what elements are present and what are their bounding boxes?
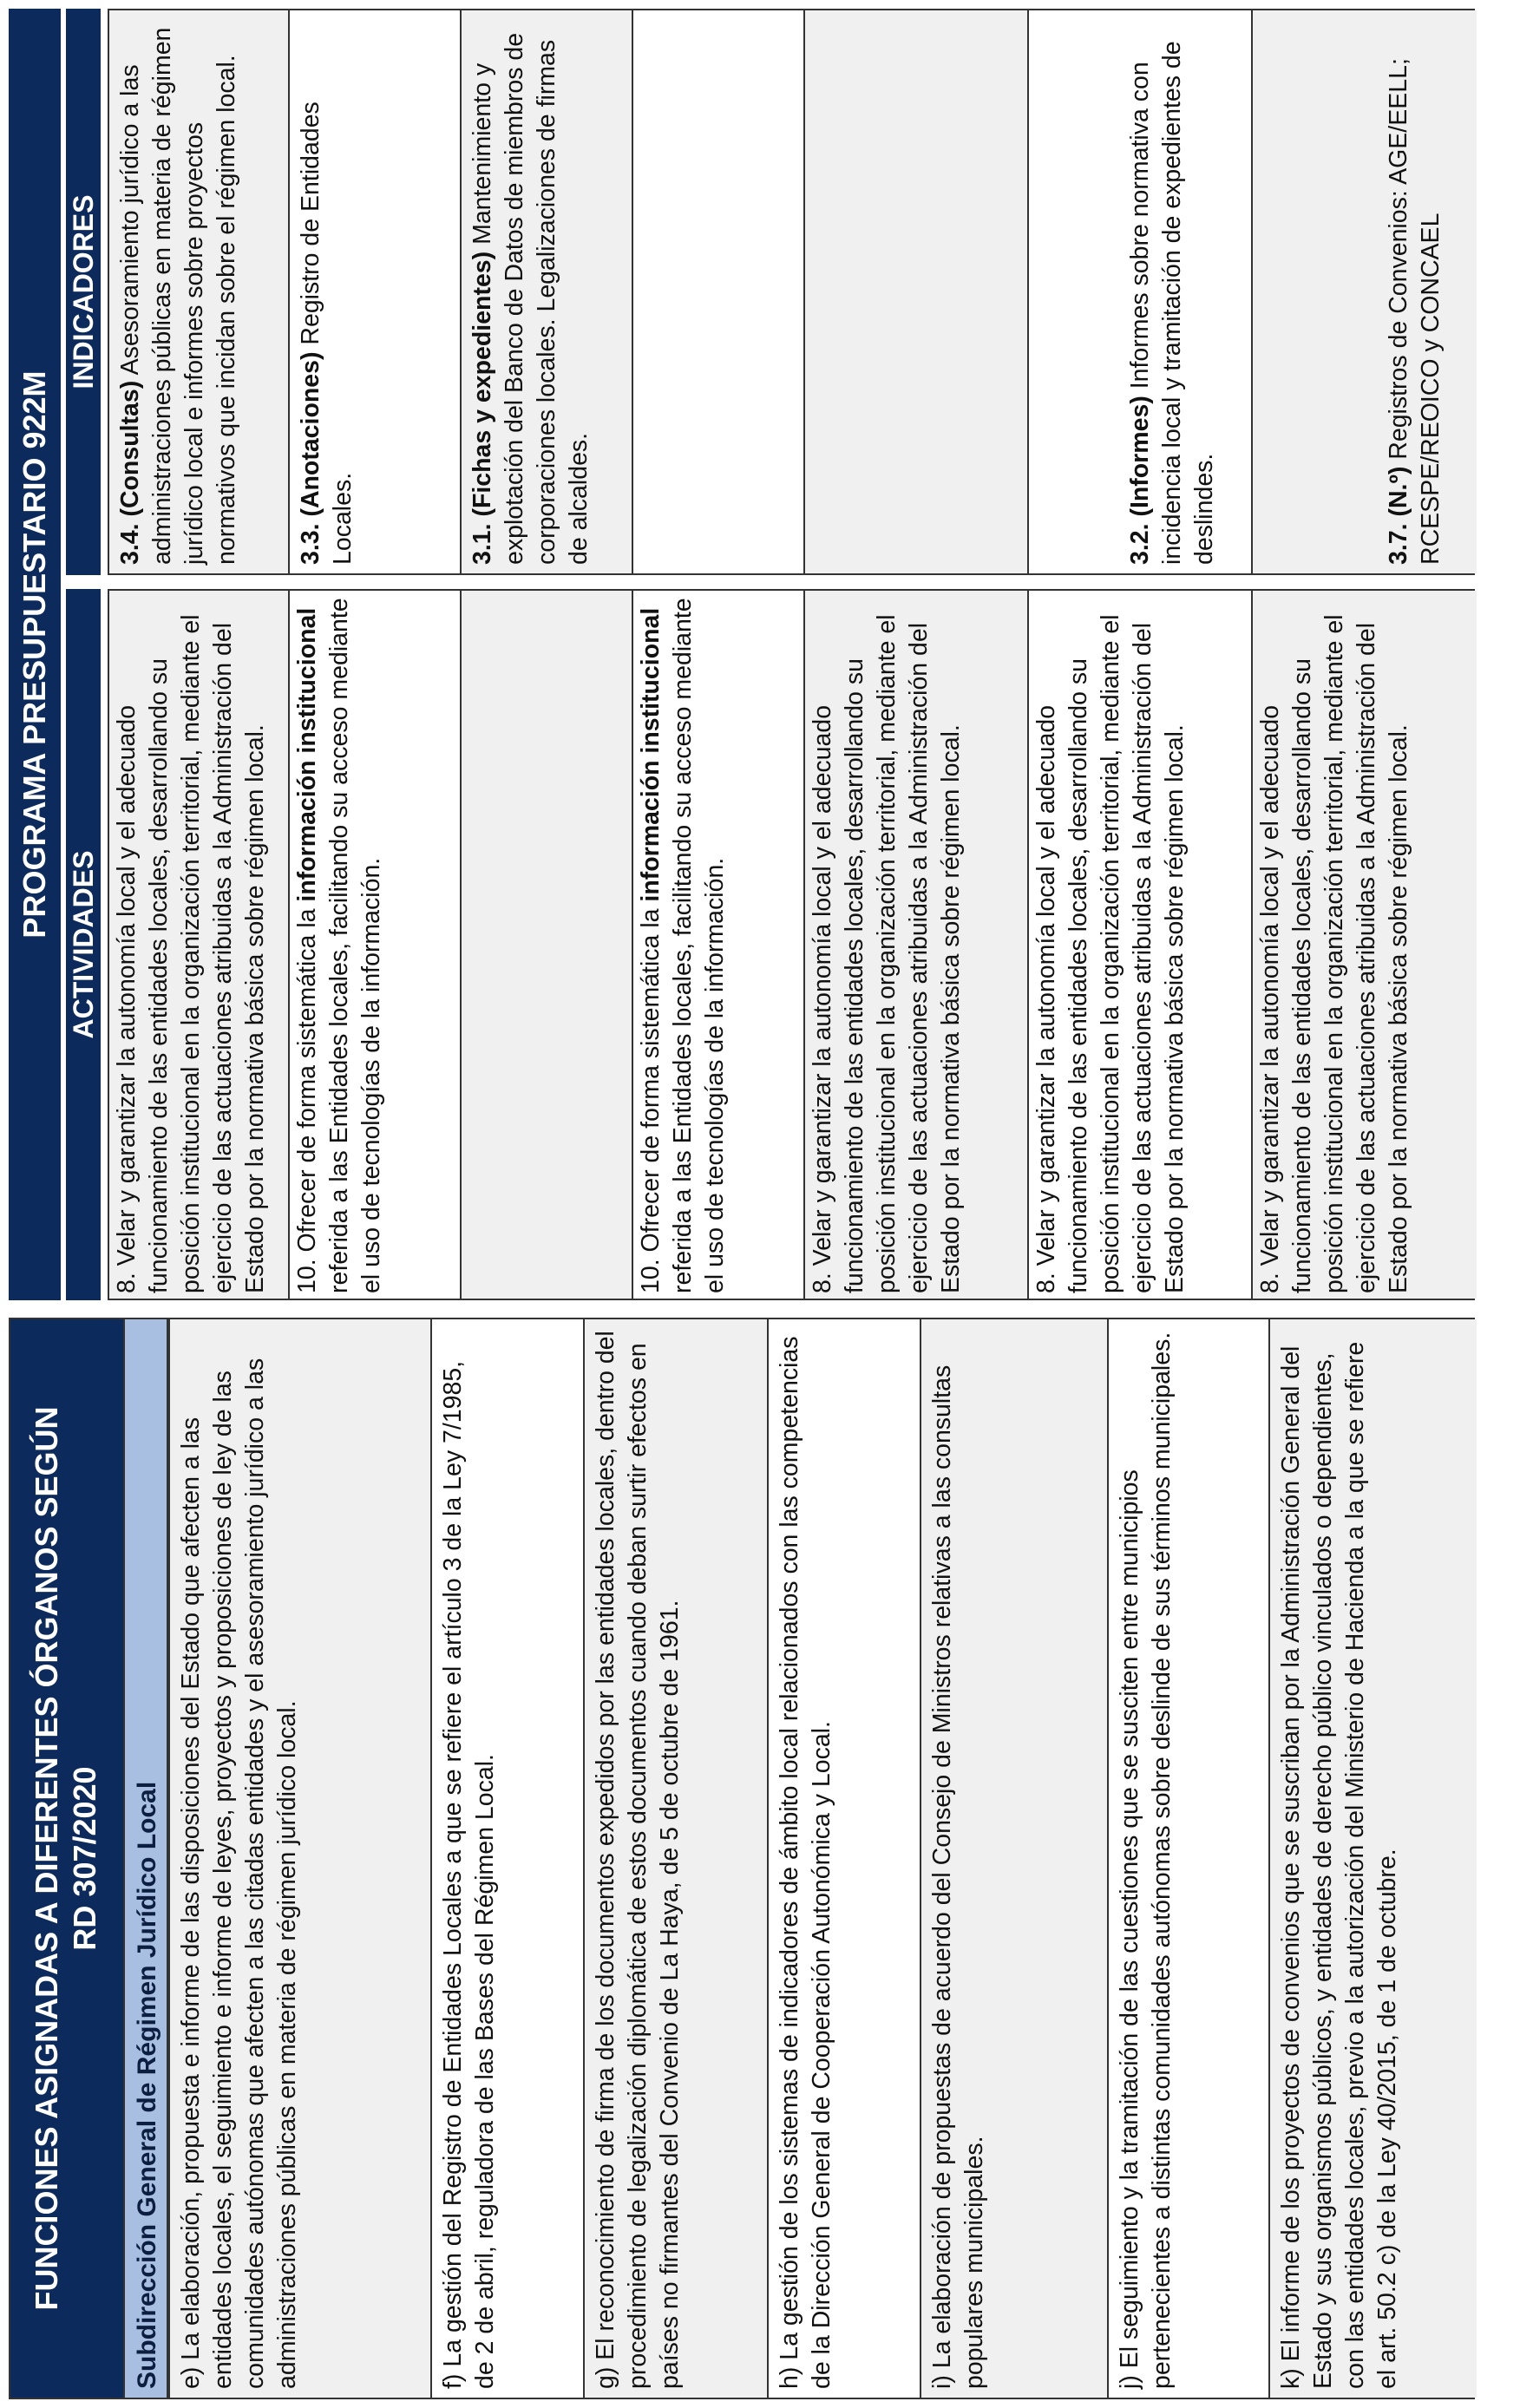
function-row-f: f) La gestión del Registro de Entidades Locales a que se refiere el artículo 3 de la Ley 7/1985, de 2 de abril, reguladora de las Bases del Régimen Local.	[430, 1319, 583, 2398]
activity-row	[290, 591, 462, 1299]
indicator-row	[1253, 10, 1477, 573]
indicator-3-2-text: Informes sobre normativa con incidencia local y tramitación de expedientes de deslindes.	[1126, 41, 1218, 565]
indicator-3-7-label: 3.7. (N.º)	[1385, 466, 1412, 565]
function-row-k: k) El informe de los proyectos de convenios que se suscriban por la Administración General del Estado y sus organismos públicos, y entidades de derecho público vinculados o dependientes, con las entidades locales, previo a la autorización del Ministerio de Hacienda a la que se refiere el art. 50.2 c) de la Ley 40/2015, de 1 de octubre.	[1268, 1319, 1477, 2398]
function-row-i: i) La elaboración de propuestas de acuerdo del Consejo de Ministros relativas a las consultas populares municipales.	[920, 1319, 1107, 2398]
functions-title-line2: RD 307/2020	[67, 1766, 102, 1951]
activity-8-text: 8. Velar y garantizar la autonomía local y el adecuado funcionamiento de las entidades locales, desarrollando su posición institucional en la organización territorial, mediante el ejercicio de las actuaciones atribuidas a la Administración del Estado por la normativa básica sobre régimen local.	[1032, 614, 1189, 1293]
indicator-row	[109, 10, 290, 573]
function-row-h: h) La gestión de los sistemas de indicadores de ámbito local relacionados con las competencias de la Dirección General de Cooperación Autonómica y Local.	[767, 1319, 920, 2398]
indicator-3-2-label: 3.2. (Informes)	[1126, 396, 1154, 565]
activities-column	[108, 589, 1475, 1300]
function-row-e: e) La elaboración, propuesta e informe de las disposiciones del Estado que afecten a las entidades locales, el seguimiento e informe de leyes, proyectos y proposiciones de ley de las comunidades autónomas que afecten a las citadas entidades y el asesoramiento jurídico a las administraciones públicas en materia de régimen jurídico local.	[168, 1319, 430, 2398]
activity-10-text-post: referida a las Entidades locales, facilitando su acceso mediante el uso de tecnologías de la información.	[669, 598, 729, 1293]
activities-column-header: ACTIVIDADES	[66, 589, 101, 1300]
indicator-3-1-text: Mantenimiento y explotación del Banco de Datos de miembros de corporaciones locales. Legalizaciones de firmas de alcaldes.	[468, 32, 593, 565]
indicator-3-4-label: 3.4. (Consultas)	[116, 380, 144, 565]
functions-title-line1: FUNCIONES ASIGNADAS A DIFERENTES ÓRGANOS SEGÚN	[29, 1406, 64, 2311]
activity-row	[1253, 591, 1477, 1299]
activity-row	[805, 591, 1029, 1299]
indicator-3-3-label: 3.3. (Anotaciones)	[297, 351, 324, 565]
program-title: PROGRAMA PRESUPUESTARIO 922M	[9, 9, 61, 1300]
activity-10-text-pre: 10. Ofrecer de forma sistemática la	[637, 901, 665, 1293]
function-row-g: g) El reconocimiento de firma de los documentos expedidos por las entidades locales, dentro del procedimiento de legalización diplomática de estos documentos cuando deban surtir efectos en países no firmantes del Convenio de La Haya, de 5 de octubre de 1961.	[583, 1319, 767, 2398]
indicator-row	[462, 10, 633, 573]
activity-10-text-pre: 10. Ofrecer de forma sistemática la	[293, 901, 321, 1293]
indicators-column	[108, 9, 1475, 575]
activity-row	[462, 591, 633, 1299]
activity-8-text: 8. Velar y garantizar la autonomía local y el adecuado funcionamiento de las entidades locales, desarrollando su posición institucional en la organización territorial, mediante el ejercicio de las actuaciones atribuidas a la Administración del Estado por la normativa básica sobre régimen local.	[809, 614, 965, 1293]
activity-row	[1029, 591, 1253, 1299]
indicator-row	[290, 10, 462, 573]
activity-10-bold: información institucional	[637, 607, 665, 902]
indicator-row	[633, 10, 805, 573]
subdirection-heading: Subdirección General de Régimen Jurídico Local	[123, 1319, 168, 2398]
indicators-column-header: INDICADORES	[66, 9, 101, 575]
activity-row	[109, 591, 290, 1299]
activity-10-text-post: referida a las Entidades locales, facilitando su acceso mediante el uso de tecnologías de la información.	[325, 598, 385, 1293]
activity-8-text: 8. Velar y garantizar la autonomía local y el adecuado funcionamiento de las entidades locales, desarrollando su posición institucional en la organización territorial, mediante el ejercicio de las actuaciones atribuidas a la Administración del Estado por la normativa básica sobre régimen local.	[113, 614, 269, 1293]
indicator-row	[1029, 10, 1253, 573]
activity-row	[633, 591, 805, 1299]
indicator-3-3-text: Registro de Entidades Locales.	[297, 101, 357, 565]
function-row-j: j) El seguimiento y la tramitación de las cuestiones que se susciten entre municipios pertenecientes a distintas comunidades autónomas sobre deslinde de sus términos municipales.	[1107, 1319, 1268, 2398]
functions-table-header	[10, 1319, 123, 2398]
program-table	[9, 9, 1475, 1300]
indicator-3-7-text: Registros de Convenios: AGE/EELL; RCESPE/REOICO y CONCAEL	[1385, 58, 1445, 565]
indicator-3-1-label: 3.1. (Fichas y expedientes)	[468, 251, 496, 565]
indicator-row	[805, 10, 1029, 573]
activity-10-bold: información institucional	[293, 607, 321, 902]
functions-table	[9, 1318, 1475, 2399]
indicator-3-4-text: Asesoramiento jurídico a las administraciones públicas en materia de régimen jurídico local e informes sobre proyectos normativos que incidan sobre el régimen local.	[116, 27, 240, 565]
activity-8-text: 8. Velar y garantizar la autonomía local y el adecuado funcionamiento de las entidades locales, desarrollando su posición institucional en la organización territorial, mediante el ejercicio de las actuaciones atribuidas a la Administración del Estado por la normativa básica sobre régimen local.	[1256, 614, 1412, 1293]
